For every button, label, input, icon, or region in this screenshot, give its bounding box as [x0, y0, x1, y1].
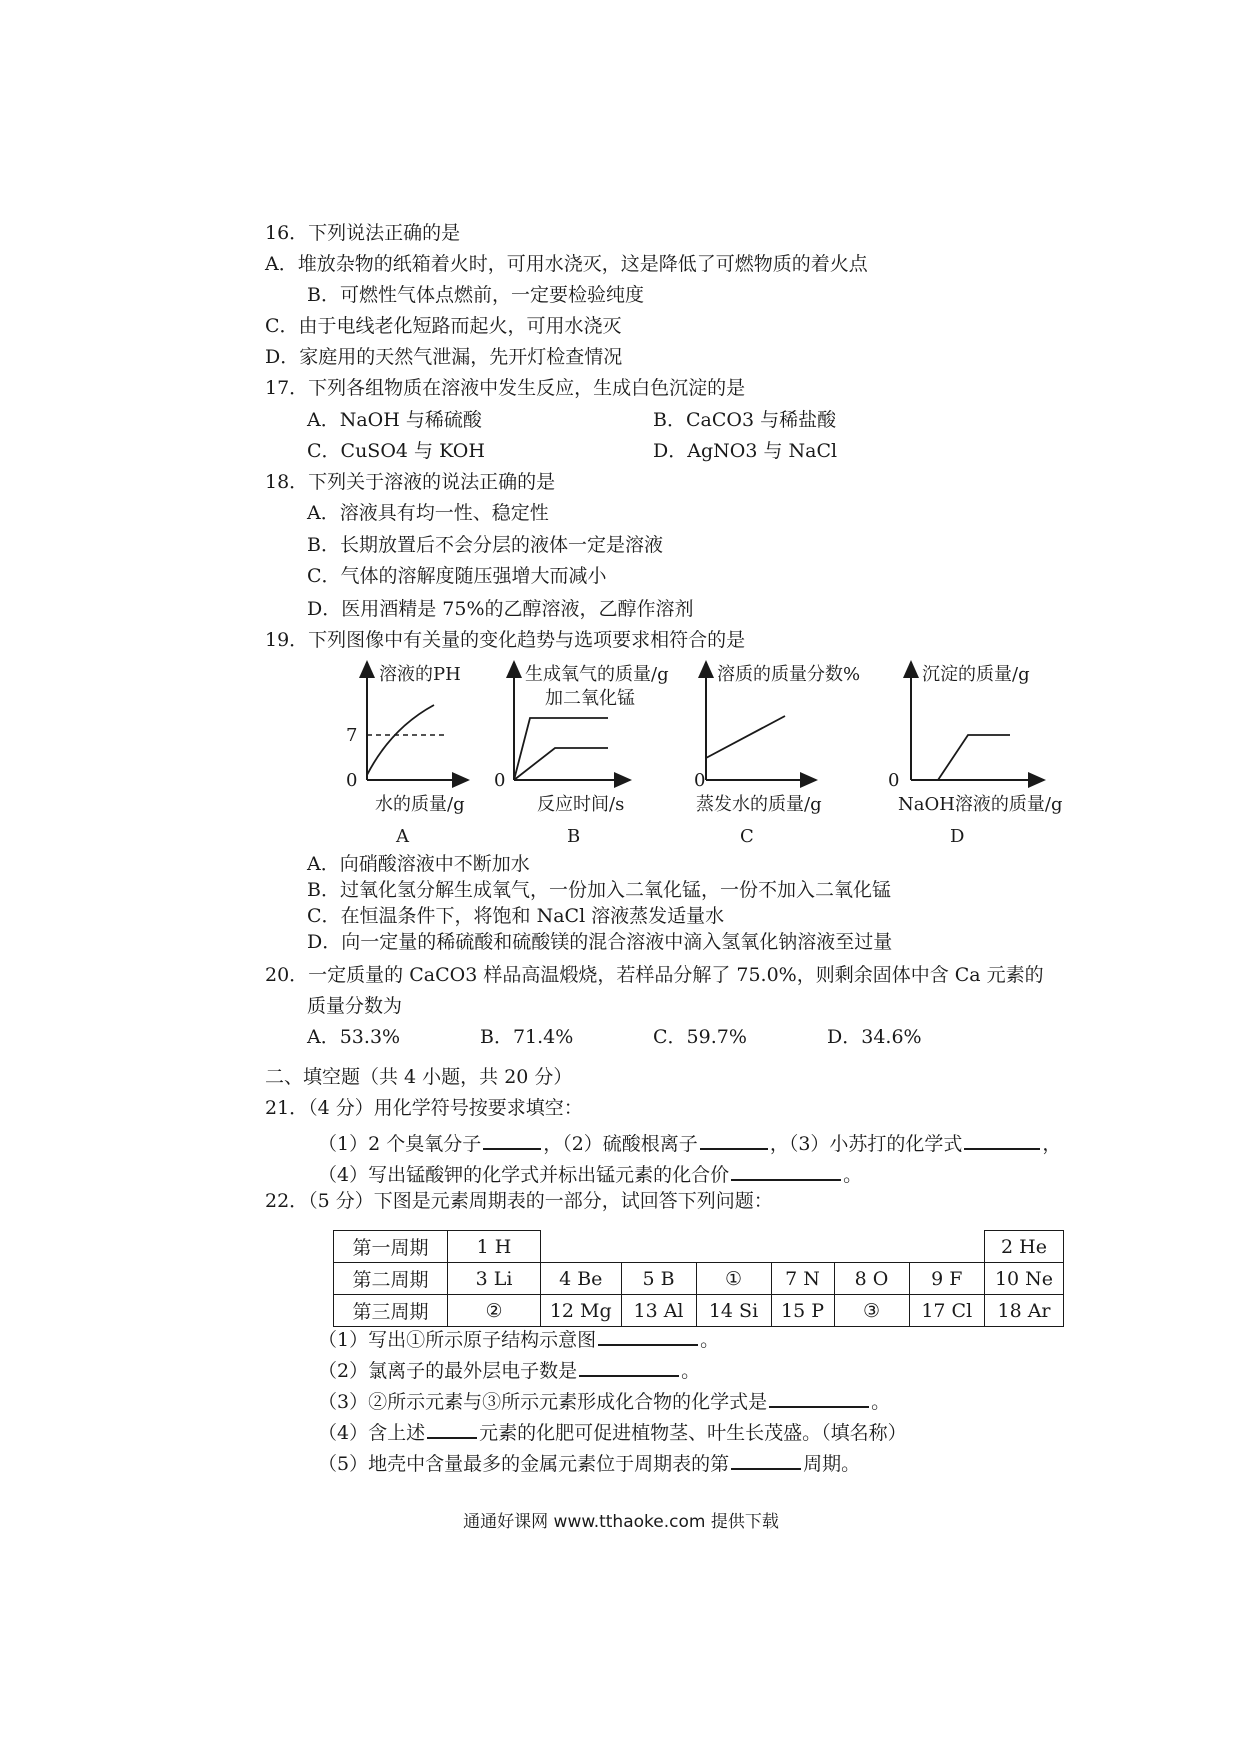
q21-blank-sulfate[interactable] — [700, 1130, 768, 1150]
q21-blank-potassium-manganate[interactable] — [731, 1161, 841, 1181]
q22-blank-element[interactable] — [427, 1419, 477, 1439]
element-cell: 3 Li — [448, 1263, 541, 1295]
q17-option-c: C．CuSO4 与 KOH — [307, 440, 485, 462]
empty-cell — [541, 1231, 622, 1263]
element-cell: 1 H — [448, 1231, 541, 1263]
q22-sub1-end: 。 — [700, 1329, 720, 1351]
q22-sub2 — [318, 1357, 700, 1381]
element-cell: 8 O — [834, 1263, 909, 1295]
graph-a — [346, 662, 468, 847]
graph-c-line — [706, 716, 785, 758]
q17-stem: 17．下列各组物质在溶液中发生反应，生成白色沉淀的是 — [265, 377, 746, 399]
section2-title: 二、填空题（共 4 小题，共 20 分） — [265, 1066, 573, 1088]
footer-source: 通通好课网 www.tthaoke.com 提供下载 — [463, 1512, 779, 1532]
period-label: 第二周期 — [334, 1263, 448, 1295]
element-cell: 10 Ne — [985, 1263, 1064, 1295]
element-cell: 9 F — [909, 1263, 985, 1295]
q22-blank-period[interactable] — [731, 1450, 801, 1470]
q21-blank-ozone[interactable] — [483, 1130, 541, 1150]
q22-sub3 — [318, 1388, 890, 1412]
periodic-row-2 — [334, 1263, 1064, 1295]
q22-sub4 — [318, 1419, 907, 1443]
q21-part2-label: ，（2）硫酸根离子 — [543, 1133, 698, 1155]
element-cell: 13 Al — [621, 1295, 696, 1327]
q20-stem-line1: 20．一定质量的 CaCO3 样品高温煅烧，若样品分解了 75.0%，则剩余固体中含 Ca 元素的 — [265, 964, 1044, 986]
q20-option-c: C．59.7% — [653, 1026, 747, 1048]
graph-d-xlabel: NaOH溶液的质量/g — [898, 794, 1063, 815]
q18-option-c: C．气体的溶解度随压强增大而减小 — [307, 565, 607, 587]
element-cell: 5 B — [621, 1263, 696, 1295]
graph-d-origin: 0 — [888, 770, 900, 791]
graph-a-curve — [367, 705, 434, 775]
graph-d-line — [911, 735, 1010, 780]
graph-b-letter: B — [567, 826, 581, 847]
q17-option-a: A．NaOH 与稀硫酸 — [307, 409, 482, 431]
q22-blank-formula[interactable] — [769, 1388, 869, 1408]
element-cell: 14 Si — [696, 1295, 771, 1327]
element-cell-marker-3: ③ — [834, 1295, 909, 1327]
graph-d-letter: D — [950, 826, 965, 847]
q22-sub5-end: 周期。 — [803, 1453, 861, 1475]
element-cell-marker-2: ② — [448, 1295, 541, 1327]
graph-c — [694, 662, 860, 847]
element-cell: 4 Be — [541, 1263, 622, 1295]
graph-b-annotation: 加二氧化锰 — [545, 688, 635, 709]
graph-b-origin: 0 — [494, 770, 506, 791]
graph-a-xlabel: 水的质量/g — [375, 794, 465, 815]
period-label: 第三周期 — [334, 1295, 448, 1327]
q21-line2 — [318, 1161, 862, 1185]
graph-b-xlabel: 反应时间/s — [537, 794, 625, 815]
graph-a-tick-7: 7 — [346, 725, 358, 746]
period-label: 第一周期 — [334, 1231, 448, 1263]
q18-option-d: D．医用酒精是 75%的乙醇溶液，乙醇作溶剂 — [307, 598, 694, 620]
q21-blank-baking-soda[interactable] — [964, 1130, 1040, 1150]
q22-sub4-end: 元素的化肥可促进植物茎、叶生长茂盛。（填名称） — [479, 1422, 907, 1444]
element-cell: 2 He — [985, 1231, 1064, 1263]
q19-stem: 19．下列图像中有关量的变化趋势与选项要求相符合的是 — [265, 629, 746, 651]
q16-stem: 16．下列说法正确的是 — [265, 222, 461, 244]
q20-stem-line2: 质量分数为 — [307, 995, 403, 1017]
q22-sub2-label: （2）氯离子的最外层电子数是 — [318, 1360, 578, 1382]
element-cell: 12 Mg — [541, 1295, 622, 1327]
q17-option-b: B．CaCO3 与稀盐酸 — [653, 409, 837, 431]
q21-line1 — [318, 1130, 1061, 1154]
q22-sub5 — [318, 1450, 860, 1474]
graph-b-line-no-catalyst — [514, 748, 608, 780]
q21-part1-label: （1）2 个臭氧分子 — [318, 1133, 482, 1155]
q20-option-a: A．53.3% — [307, 1026, 401, 1048]
q16-option-b: B．可燃性气体点燃前，一定要检验纯度 — [307, 284, 644, 306]
q22-sub3-label: （3）②所示元素与③所示元素形成化合物的化学式是 — [318, 1391, 768, 1413]
element-cell: 18 Ar — [985, 1295, 1064, 1327]
periodic-row-3 — [334, 1295, 1064, 1327]
q19-graphs — [0, 0, 1242, 860]
q21-part3-label: ，（3）小苏打的化学式 — [769, 1133, 963, 1155]
graph-a-letter: A — [396, 826, 409, 847]
empty-cell — [771, 1231, 834, 1263]
q21-part4-label: （4）写出锰酸钾的化学式并标出锰元素的化合价 — [318, 1164, 730, 1186]
q18-option-a: A．溶液具有均一性、稳定性 — [307, 502, 549, 524]
empty-cell — [621, 1231, 696, 1263]
q19-option-c: C．在恒温条件下，将饱和 NaCl 溶液蒸发适量水 — [307, 905, 725, 927]
q22-sub2-end: 。 — [681, 1360, 701, 1382]
q16-option-a: A．堆放杂物的纸箱着火时，可用水浇灭，这是降低了可燃物质的着火点 — [265, 253, 868, 275]
element-cell: 15 P — [771, 1295, 834, 1327]
empty-cell — [834, 1231, 909, 1263]
empty-cell — [696, 1231, 771, 1263]
graph-b-ylabel: 生成氧气的质量/g — [525, 664, 669, 685]
q22-sub5-label: （5）地壳中含量最多的金属元素位于周期表的第 — [318, 1453, 730, 1475]
graph-c-xlabel: 蒸发水的质量/g — [696, 794, 822, 815]
q16-option-d: D．家庭用的天然气泄漏，先开灯检查情况 — [265, 346, 623, 368]
graph-b — [494, 662, 669, 847]
q22-sub1-label: （1）写出①所示原子结构示意图 — [318, 1329, 597, 1351]
q22-sub3-end: 。 — [871, 1391, 891, 1413]
element-cell: 7 N — [771, 1263, 834, 1295]
graph-c-ylabel: 溶质的质量分数% — [717, 664, 861, 685]
q22-blank-structure[interactable] — [598, 1326, 698, 1346]
graph-d-ylabel: 沉淀的质量/g — [922, 664, 1030, 685]
q20-option-b: B．71.4% — [480, 1026, 574, 1048]
q17-option-d: D．AgNO3 与 NaCl — [653, 440, 838, 462]
graph-a-origin: 0 — [346, 770, 358, 791]
q18-option-b: B．长期放置后不会分层的液体一定是溶液 — [307, 534, 663, 556]
q16-option-c: C．由于电线老化短路而起火，可用水浇灭 — [265, 315, 622, 337]
q19-option-d: D．向一定量的稀硫酸和硫酸镁的混合溶液中滴入氢氧化钠溶液至过量 — [307, 931, 893, 953]
q21-line2-end: 。 — [843, 1164, 863, 1186]
q22-blank-electrons[interactable] — [579, 1357, 679, 1377]
graph-c-letter: C — [740, 826, 754, 847]
q18-stem: 18．下列关于溶液的说法正确的是 — [265, 471, 556, 493]
q19-option-b: B．过氧化氢分解生成氧气，一份加入二氧化锰，一份不加入二氧化锰 — [307, 879, 891, 901]
graph-c-origin: 0 — [694, 770, 706, 791]
periodic-row-1 — [334, 1231, 1064, 1263]
graph-a-ylabel: 溶液的PH — [379, 664, 461, 685]
element-cell: 17 Cl — [909, 1295, 985, 1327]
q20-option-d: D．34.6% — [827, 1026, 922, 1048]
q19-option-a: A．向硝酸溶液中不断加水 — [307, 853, 530, 875]
q22-sub4-label: （4）含上述 — [318, 1422, 426, 1444]
q21-stem: 21．（4 分）用化学符号按要求填空： — [265, 1097, 583, 1119]
empty-cell — [909, 1231, 985, 1263]
q22-sub1 — [318, 1326, 719, 1350]
graph-d — [888, 662, 1063, 847]
q22-stem: 22．（5 分）下图是元素周期表的一部分，试回答下列问题： — [265, 1190, 773, 1212]
element-cell-marker-1: ① — [696, 1263, 771, 1295]
q21-line1-end: ， — [1042, 1133, 1062, 1155]
graph-b-line-catalyst — [514, 718, 608, 780]
periodic-table-fragment — [333, 1230, 1064, 1327]
